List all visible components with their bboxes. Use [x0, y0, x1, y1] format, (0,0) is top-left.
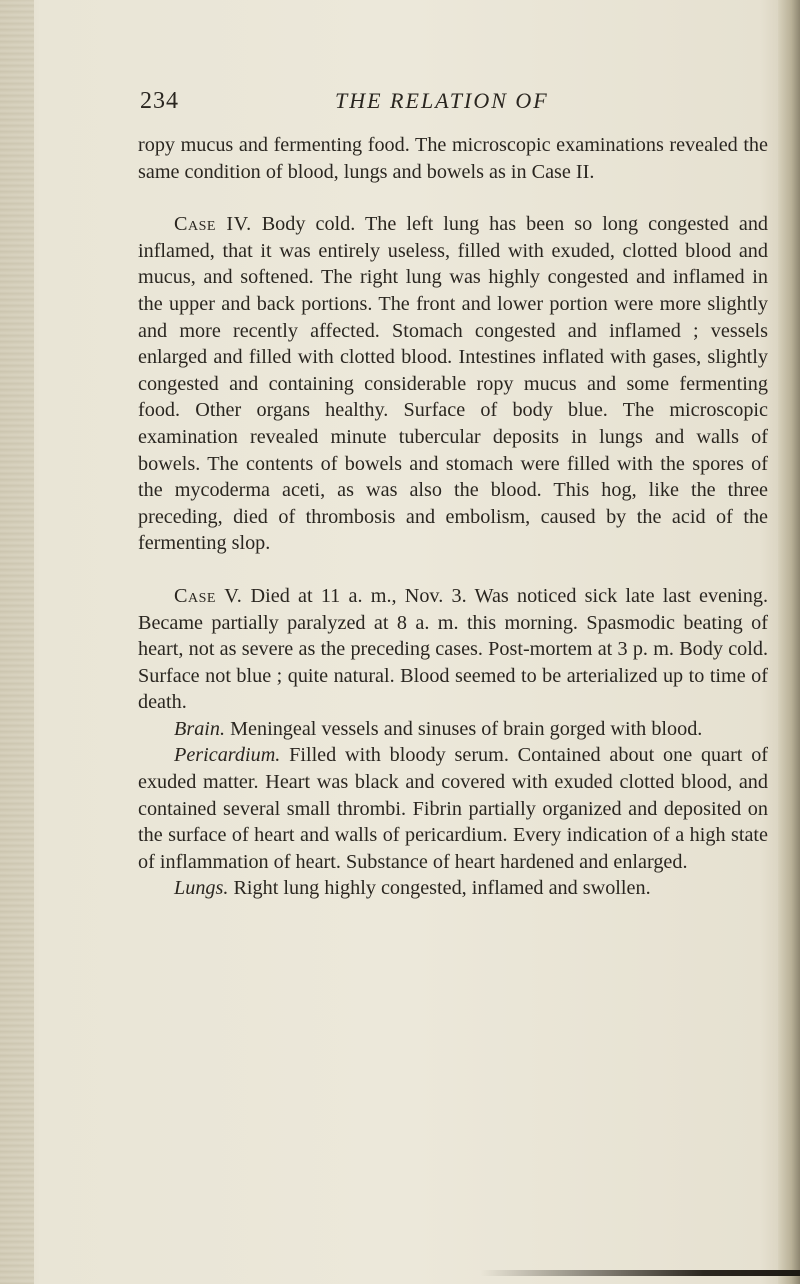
paragraph-continuation: ropy mucus and fermenting food. The microscopic examinations revealed the same condition of blood, lungs and bowels as in Case II. — [138, 134, 768, 183]
paragraph-brain — [138, 716, 768, 743]
brain-text: Meningeal vessels and sinuses of brain gorged with blood. — [230, 717, 703, 740]
lungs-text: Right lung highly congested, inflamed and swollen. — [233, 877, 651, 900]
page-number: 234 — [140, 88, 179, 114]
paragraph-pericardium — [138, 742, 768, 875]
paragraph-lungs — [138, 875, 768, 902]
page-gutter-shadow — [0, 0, 34, 1284]
paragraph-case-iv — [138, 211, 768, 557]
case-iv-text: Body cold. The left lung has been so long congested and inflamed, that it was entirely useless, filled with exuded, clotted blood and mucus, and softened. The right lung was highly congested and inflamed in the upper and back portions. The front and lower portion were more slightly and more recently affected. Stomach congested and inflamed ; vessels enlarged and filled with clotted blood. Intestines inflated with gases, slightly congested and containing considerable ropy mucus and some fermenting food. Other organs healthy. Surface of body blue. The microscopic examination revealed minute tubercular deposits in lungs and walls of bowels. The contents of bowels and stomach were filled with the spores of the mycoderma aceti, as was also the blood. This hog, like the three preceding, died of thrombosis and embolism, caused by the acid of the fermenting slop. — [138, 213, 768, 555]
case-v-text: Died at 11 a. m., Nov. 3. Was noticed sick late last evening. Became partially paralyzed at 8 a. m. this morning. Spasmodic beating of heart, not as severe as the preceding cases. Post-mortem at 3 p. m. Body cold. Surface not blue ; quite natural. Blood seemed to be arterialized up to time of death. — [138, 584, 768, 714]
page-edge — [778, 0, 800, 1284]
brain-label: Brain. — [174, 717, 226, 740]
paragraph-gap — [138, 185, 768, 211]
page-bottom-shadow — [480, 1270, 800, 1276]
case-v-label: Case V. — [174, 584, 243, 607]
running-head: THE RELATION OF — [335, 88, 549, 113]
paragraph-gap — [138, 557, 768, 583]
case-iv-label: Case IV. — [174, 213, 252, 236]
page-header — [140, 88, 760, 124]
body-text — [138, 132, 768, 902]
pericardium-label: Pericardium. — [174, 744, 281, 767]
paragraph-case-v — [138, 583, 768, 716]
pericardium-text: Filled with bloody serum. Contained about one quart of exuded matter. Heart was black and covered with exuded clotted blood, and contained several small thrombi. Fibrin partially organized and deposited on the surface of heart and walls of pericardium. Every indication of a high state of inflammation of heart. Substance of heart hardened and enlarged. — [138, 744, 769, 873]
lungs-label: Lungs. — [174, 877, 229, 900]
